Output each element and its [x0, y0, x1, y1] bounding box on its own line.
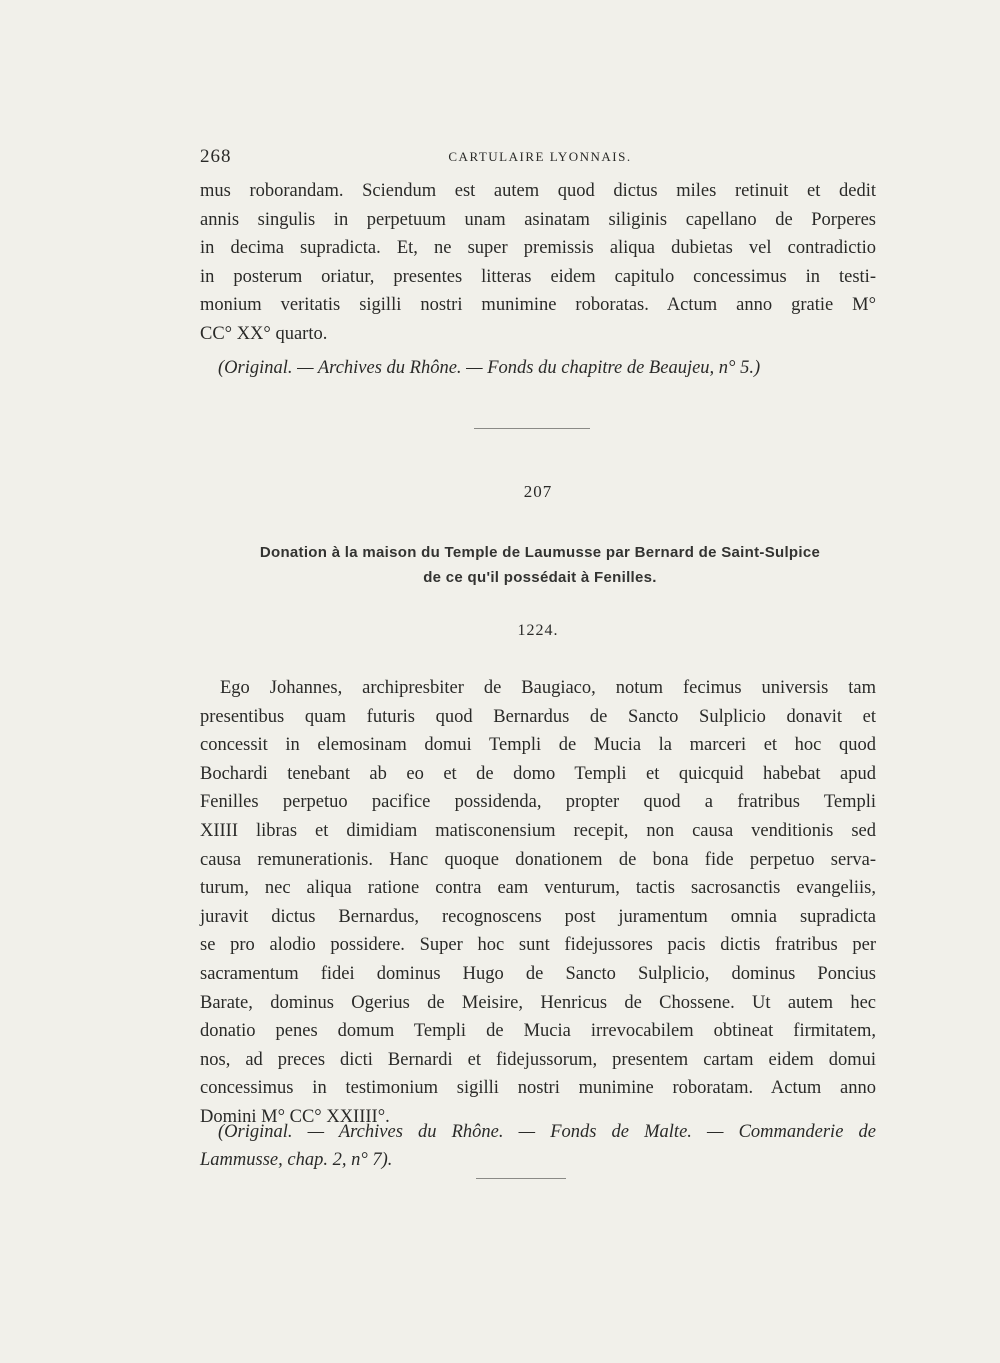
- charter-source: [200, 1118, 876, 1174]
- charter-title-line: Donation à la maison du Temple de Laumusse par Bernard de Saint-Sulpice: [259, 544, 821, 561]
- previous-charter-source: (Original. — Archives du Rhône. — Fonds du chapitre de Beaujeu, n° 5.): [218, 358, 761, 378]
- text-line: causa remunerationis. Hanc quoque donationem de bona fide perpetuo serva-: [200, 849, 876, 870]
- text-line: Ego Johannes, archipresbiter de Baugiaco, notum fecimus universis tam: [220, 678, 876, 698]
- text-line: donatio penes domum Templi de Mucia irrevocabilem obtineat firmitatem,: [200, 1021, 876, 1042]
- previous-charter-text: [200, 177, 876, 349]
- text-line: Barate, dominus Ogerius de Meisire, Henricus de Chossene. Ut autem hec: [200, 992, 876, 1013]
- text-line: CC° XX° quarto.: [200, 323, 328, 344]
- text-line: annis singulis in perpetuum unam asinatam siliginis capellano de Porperes: [200, 209, 876, 230]
- text-line: se pro alodio possidere. Super hoc sunt fidejussores pacis dictis fratribus per: [200, 935, 876, 956]
- charter-title: [195, 540, 885, 590]
- text-line: XIIII libras et dimidiam matisconensium recepit, non causa venditionis sed: [200, 820, 876, 841]
- page-header: [200, 146, 880, 170]
- text-line: Domini M° CC° XXIIII°.: [200, 1106, 390, 1127]
- text-line: monium veritatis sigilli nostri munimine roboratas. Actum anno gratie M°: [200, 295, 876, 316]
- source-line: (Original. — Archives du Rhône. — Fonds de Malte. — Commanderie de: [218, 1122, 876, 1142]
- text-line: mus roborandam. Sciendum est autem quod dictus miles retinuit et dedit: [200, 181, 876, 201]
- source-line: Lammusse, chap. 2, n° 7).: [200, 1150, 393, 1170]
- text-line: presentibus quam futuris quod Bernardus de Sancto Sulplicio donavit et: [200, 706, 876, 727]
- charter-title-line: de ce qu'il possédait à Fenilles.: [423, 569, 657, 586]
- running-head: CARTULAIRE LYONNAIS.: [448, 149, 632, 164]
- end-divider: [476, 1178, 566, 1179]
- text-line: sacramentum fidei dominus Hugo de Sancto Sulplicio, dominus Poncius: [200, 963, 876, 984]
- text-line: in decima supradicta. Et, ne super premissis aliqua dubietas vel contradictio: [200, 238, 876, 259]
- text-line: concessit in elemosinam domui Templi de Mucia la marceri et hoc quod: [200, 735, 876, 756]
- text-line: nos, ad preces dicti Bernardi et fidejussorum, presentem cartam eidem domui: [200, 1049, 876, 1070]
- text-line: in posterum oriatur, presentes litteras eidem capitulo concessimus in testi-: [200, 266, 876, 287]
- text-line: Fenilles perpetuo pacifice possidenda, propter quod a fratribus Templi: [200, 792, 876, 813]
- charter-number: 207: [523, 482, 553, 501]
- text-line: Bochardi tenebant ab eo et de domo Templi et quicquid habebat apud: [200, 763, 876, 784]
- text-line: turum, nec aliqua ratione contra eam venturum, tactis sacrosanctis evangeliis,: [200, 878, 876, 899]
- charter-year: 1224.: [517, 622, 559, 639]
- section-divider: [474, 428, 590, 429]
- page-number: 268: [200, 146, 232, 167]
- text-line: juravit dictus Bernardus, recognoscens post juramentum omnia supradicta: [200, 906, 876, 927]
- text-line: concessimus in testimonium sigilli nostri munimine roboratam. Actum anno: [200, 1078, 876, 1099]
- charter-text: [200, 674, 876, 1132]
